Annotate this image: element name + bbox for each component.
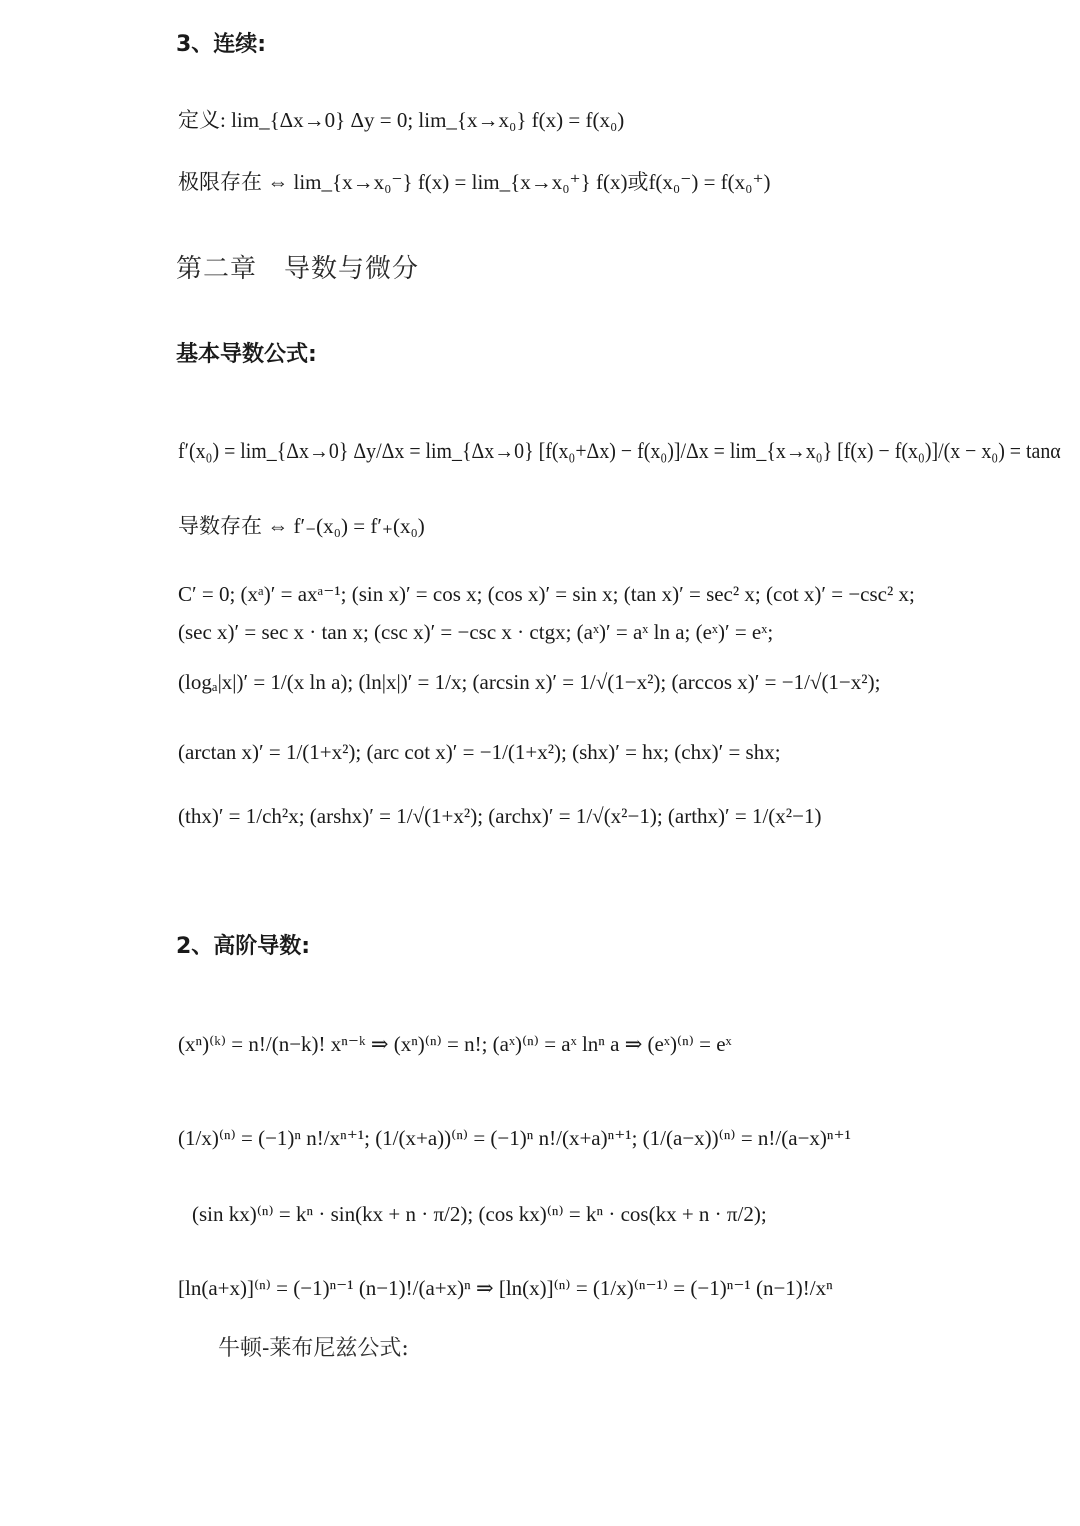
continuity-definition: 定义: lim_{Δx→0} Δy = 0; lim_{x→x₀} f(x) = f(x₀) (178, 108, 625, 132)
higher-derivative-row-2: (1/x)⁽ⁿ⁾ = (−1)ⁿ n!/xⁿ⁺¹; (1/(x+a))⁽ⁿ⁾ = (−1)ⁿ n!/(x+a)ⁿ⁺¹; (1/(a−x))⁽ⁿ⁾ = n!/(a−x)ⁿ⁺¹ (178, 1126, 851, 1150)
section-heading-basic-derivatives: 基本导数公式: (176, 342, 317, 367)
higher-derivative-row-4: [ln(a+x)]⁽ⁿ⁾ = (−1)ⁿ⁻¹ (n−1)!/(a+x)ⁿ ⇒ [ln(x)]⁽ⁿ⁾ = (1/x)⁽ⁿ⁻¹⁾ = (−1)ⁿ⁻¹ (n−1)!/xⁿ (178, 1276, 833, 1300)
higher-derivative-row-1: (xⁿ)⁽ᵏ⁾ = n!/(n−k)! xⁿ⁻ᵏ ⇒ (xⁿ)⁽ⁿ⁾ = n!; (aˣ)⁽ⁿ⁾ = aˣ lnⁿ a ⇒ (eˣ)⁽ⁿ⁾ = eˣ (178, 1032, 732, 1056)
derivative-formula-row-5: (thx)′ = 1/ch²x; (arshx)′ = 1/√(1+x²); (archx)′ = 1/√(x²−1); (arthx)′ = 1/(x²−1) (178, 804, 822, 828)
higher-derivative-row-3: (sin kx)⁽ⁿ⁾ = kⁿ · sin(kx + n · π/2); (cos kx)⁽ⁿ⁾ = kⁿ · cos(kx + n · π/2); (192, 1202, 767, 1226)
derivative-exists-condition: 导数存在 ⇔ f′₋(x₀) = f′₊(x₀) (178, 514, 425, 538)
limit-exists-condition: 极限存在 ⇔ lim_{x→x₀⁻} f(x) = lim_{x→x₀⁺} f(x)或f(x₀⁻) = f(x₀⁺) (178, 170, 771, 194)
derivative-formula-row-2: (sec x)′ = sec x · tan x; (csc x)′ = −csc x · ctgx; (aˣ)′ = aˣ ln a; (eˣ)′ = eˣ; (178, 620, 774, 644)
derivative-formula-row-3: (logₐ|x|)′ = 1/(x ln a); (ln|x|)′ = 1/x; (arcsin x)′ = 1/√(1−x²); (arccos x)′ = −1/√(1−x²); (178, 670, 881, 694)
leibniz-formula-label: 牛顿-莱布尼兹公式: (218, 1336, 409, 1361)
section-heading-continuity: 3、连续: (176, 32, 267, 57)
derivative-definition: f′(x₀) = lim_{Δx→0} Δy/Δx = lim_{Δx→0} [f(x₀+Δx) − f(x₀)]/Δx = lim_{x→x₀} [f(x) − f(x₀)]/(x − x₀) = tanα (178, 438, 1061, 463)
chapter-title: 第二章 导数与微分 (176, 254, 420, 284)
derivative-formula-row-4: (arctan x)′ = 1/(1+x²); (arc cot x)′ = −1/(1+x²); (shx)′ = hx; (chx)′ = shx; (178, 740, 781, 764)
derivative-formula-row-1: C′ = 0; (xᵃ)′ = axᵃ⁻¹; (sin x)′ = cos x; (cos x)′ = sin x; (tan x)′ = sec² x; (cot x)′ = −csc² x; (178, 582, 915, 606)
section-heading-higher-derivatives: 2、高阶导数: (176, 934, 311, 959)
